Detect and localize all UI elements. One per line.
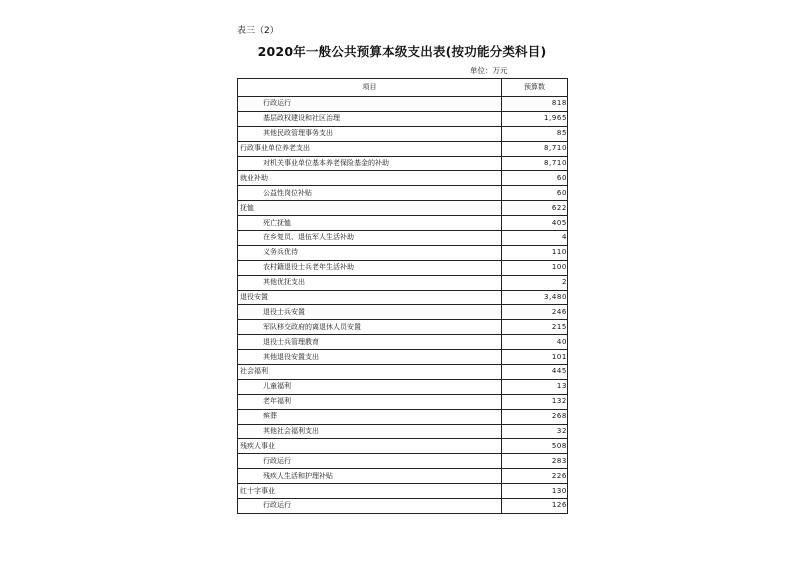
row-item-name: 军队移交政府的离退休人员安置 <box>238 320 502 335</box>
row-amount: 13 <box>502 379 568 394</box>
row-item-name: 社会福利 <box>238 365 502 380</box>
row-item-name: 退役安置 <box>238 290 502 305</box>
row-amount: 818 <box>502 97 568 112</box>
row-amount: 126 <box>502 499 568 514</box>
row-amount: 85 <box>502 126 568 141</box>
row-item-name: 其他退役安置支出 <box>238 350 502 365</box>
table-row <box>238 186 568 201</box>
table-row <box>238 171 568 186</box>
table-row <box>238 305 568 320</box>
table-row <box>238 454 568 469</box>
header-item: 项目 <box>238 79 502 97</box>
table-row <box>238 156 568 171</box>
table-row <box>238 290 568 305</box>
row-amount: 8,710 <box>502 141 568 156</box>
table-row <box>238 365 568 380</box>
row-amount: 3,480 <box>502 290 568 305</box>
row-item-name: 农村籍退役士兵老年生活补助 <box>238 260 502 275</box>
row-item-name: 其他民政管理事务支出 <box>238 126 502 141</box>
table-row <box>238 216 568 231</box>
row-item-name: 行政运行 <box>238 454 502 469</box>
row-amount: 8,710 <box>502 156 568 171</box>
row-item-name: 残疾人生活和护理补贴 <box>238 469 502 484</box>
row-amount: 405 <box>502 216 568 231</box>
row-amount: 445 <box>502 365 568 380</box>
table-row <box>238 260 568 275</box>
row-amount: 32 <box>502 424 568 439</box>
row-amount: 110 <box>502 245 568 260</box>
row-item-name: 行政事业单位养老支出 <box>238 141 502 156</box>
row-item-name: 行政运行 <box>238 499 502 514</box>
row-item-name: 其他优抚支出 <box>238 275 502 290</box>
table-row <box>238 111 568 126</box>
budget-table <box>237 78 568 514</box>
row-amount: 4 <box>502 231 568 246</box>
table-row <box>238 275 568 290</box>
row-amount: 226 <box>502 469 568 484</box>
row-item-name: 退役士兵管理教育 <box>238 335 502 350</box>
table-row <box>238 231 568 246</box>
row-item-name: 公益性岗位补贴 <box>238 186 502 201</box>
table-row <box>238 335 568 350</box>
table-row <box>238 350 568 365</box>
table-row <box>238 126 568 141</box>
row-amount: 246 <box>502 305 568 320</box>
row-item-name: 就业补助 <box>238 171 502 186</box>
row-item-name: 抚恤 <box>238 201 502 216</box>
table-row <box>238 379 568 394</box>
row-amount: 622 <box>502 201 568 216</box>
row-amount: 1,965 <box>502 111 568 126</box>
table-row <box>238 469 568 484</box>
table-row <box>238 424 568 439</box>
row-item-name: 义务兵优待 <box>238 245 502 260</box>
row-item-name: 残疾人事业 <box>238 439 502 454</box>
row-amount: 100 <box>502 260 568 275</box>
row-amount: 60 <box>502 186 568 201</box>
row-item-name: 在乡复员、退伍军人生活补助 <box>238 231 502 246</box>
table-row <box>238 201 568 216</box>
table-row <box>238 484 568 499</box>
table-row <box>238 394 568 409</box>
table-row <box>238 245 568 260</box>
row-amount: 101 <box>502 350 568 365</box>
document-title: 2020年一般公共预算本级支出表(按功能分类科目) <box>257 44 547 59</box>
row-amount: 283 <box>502 454 568 469</box>
row-item-name: 红十字事业 <box>238 484 502 499</box>
unit-label: 单位：万元 <box>470 66 508 75</box>
table-header-row <box>238 79 568 97</box>
table-row <box>238 320 568 335</box>
row-amount: 508 <box>502 439 568 454</box>
row-item-name: 死亡抚恤 <box>238 216 502 231</box>
row-amount: 130 <box>502 484 568 499</box>
table-row <box>238 97 568 112</box>
header-amount: 预算数 <box>502 79 568 97</box>
row-item-name: 殡葬 <box>238 409 502 424</box>
table-row <box>238 439 568 454</box>
row-item-name: 行政运行 <box>238 97 502 112</box>
row-item-name: 基层政权建设和社区治理 <box>238 111 502 126</box>
table-row <box>238 499 568 514</box>
table-row <box>238 141 568 156</box>
row-amount: 132 <box>502 394 568 409</box>
table-row <box>238 409 568 424</box>
row-item-name: 退役士兵安置 <box>238 305 502 320</box>
row-item-name: 对机关事业单位基本养老保险基金的补助 <box>238 156 502 171</box>
row-item-name: 儿童福利 <box>238 379 502 394</box>
row-amount: 40 <box>502 335 568 350</box>
table-body <box>238 97 568 514</box>
row-item-name: 其他社会福利支出 <box>238 424 502 439</box>
row-amount: 268 <box>502 409 568 424</box>
row-amount: 215 <box>502 320 568 335</box>
document-label: 表三（2） <box>237 26 279 36</box>
row-item-name: 老年福利 <box>238 394 502 409</box>
row-amount: 60 <box>502 171 568 186</box>
row-amount: 2 <box>502 275 568 290</box>
